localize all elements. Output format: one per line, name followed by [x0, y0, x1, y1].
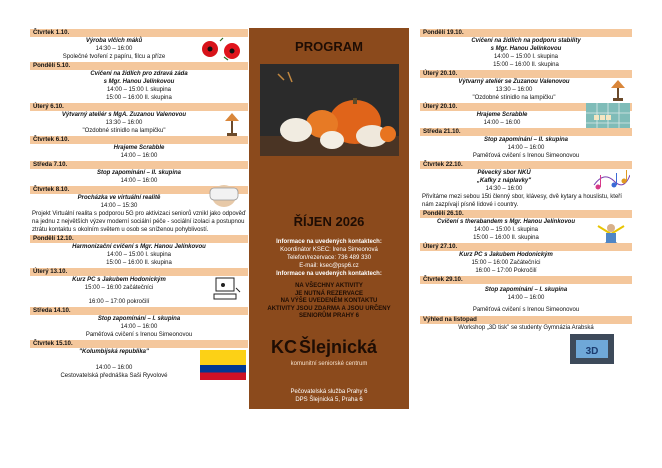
- info-footer: Informace na uvedených kontaktech:: [276, 271, 382, 277]
- event-day: Čtvrtek 8.10.: [30, 186, 248, 194]
- event-time: 14:00 – 15:00 I. skupina: [106, 87, 172, 93]
- event-26-oct: [420, 210, 632, 242]
- event-day: Čtvrtek 15.10.: [30, 340, 248, 348]
- event-time-2: 15:00 – 16:00 II. skupina: [106, 95, 172, 101]
- program-title: PROGRAM: [295, 39, 363, 54]
- event-title: Cvičení s therabandem s Mgr. Hanou Jelínkovou: [436, 219, 576, 225]
- event-time: 14:00 – 16:00: [120, 178, 158, 184]
- event-time: 13:30 – 16:00: [105, 120, 143, 126]
- event-title: Pěvecký sbor NKÚ: [477, 170, 531, 176]
- event-time-2: 16:00 – 17:00 pokročilí: [88, 299, 150, 305]
- event-20-oct-atelier: [420, 70, 632, 102]
- event-29-oct: [420, 276, 632, 314]
- event-title: Harmonizační cvičení s Mgr. Hanou Jelínkovou: [72, 244, 206, 250]
- logo-name: Šlejnická: [299, 337, 378, 357]
- event-title-2: s Mgr. Hanou Jelínkovou: [103, 79, 175, 85]
- event-day: Čtvrtek 29.10.: [420, 276, 632, 284]
- phone: Telefon/rezervace: 736 489 330: [286, 255, 372, 261]
- event-time: 15:00 – 16:00 Začátečníci: [471, 260, 541, 266]
- event-time: 14:00 – 16:00: [95, 365, 133, 371]
- event-day: Středa 14.10.: [30, 307, 248, 315]
- event-time: 14:00 – 16:00: [120, 153, 158, 159]
- event-day: Úterý 6.10.: [30, 103, 248, 111]
- event-15-oct: [30, 340, 248, 380]
- warn-line: SENIORŮM PRAHY 6: [299, 313, 359, 319]
- event-6-oct-atelier: [30, 103, 248, 135]
- event-title-2: s Mgr. Hanou Jelínkovou: [490, 46, 562, 52]
- event-8-oct: [30, 186, 248, 234]
- event-time: 13:30 – 16:00: [495, 87, 533, 93]
- svg-text:3D: 3D: [585, 346, 599, 357]
- event-12-oct: [30, 235, 248, 267]
- event-time-2: 15:00 – 16:00 II. skupina: [493, 62, 559, 68]
- event-day: Čtvrtek 22.10.: [420, 161, 632, 169]
- reservation-notice: [255, 283, 403, 321]
- 3d-printer-icon: [570, 334, 614, 364]
- event-title: Výtvarný ateliér s MgA. Zuzanou Valenovou: [61, 112, 187, 118]
- vr-headset-icon: [204, 180, 244, 208]
- event-time: 14:00 – 15:30: [100, 203, 138, 209]
- event-title: Stop zapomínání – II. skupina: [96, 170, 181, 176]
- email: E-mail: ksec@psp6.cz: [299, 263, 359, 269]
- event-time: 15:00 – 16:00 začátečníci: [84, 285, 154, 291]
- event-title: Stop zapomínání – II. skupina: [483, 137, 568, 143]
- event-title: Kurz PC s Jakubem Hodonickým: [459, 252, 553, 258]
- event-time: 14:00 – 15:00 I. skupina: [473, 227, 539, 233]
- event-time: 14:30 – 16:00: [485, 186, 523, 192]
- info-heading: Informace na uvedených kontaktech:: [276, 239, 382, 245]
- event-day: Pondělí 19.10.: [420, 29, 632, 37]
- event-title: Stop zapomínání – I. skupina: [97, 316, 181, 322]
- event-19-oct: [420, 29, 632, 69]
- event-27-oct: [420, 243, 632, 275]
- event-6-oct-scrabble: [30, 136, 248, 160]
- warn-line: JE NUTNÁ REZERVACE: [294, 290, 364, 297]
- center-panel: [249, 28, 409, 409]
- event-time: 14:00 – 15:00 I. skupina: [106, 252, 172, 258]
- address-line-2: DPS Šlejnická 5, Praha 6: [295, 397, 363, 403]
- event-1-oct: [30, 29, 248, 61]
- event-day: Středa 21.10.: [420, 128, 632, 136]
- month-title: ŘÍJEN 2026: [293, 214, 365, 229]
- logo-subtitle: komunitní seniorské centrum: [290, 361, 368, 367]
- event-title: Cvičení na židlích na podporu stability: [471, 38, 581, 44]
- event-title: "Kolumbijská republika": [79, 349, 149, 355]
- event-day: Úterý 27.10.: [420, 243, 632, 251]
- event-title: Výtvarný ateliér se Zuzanou Valenovou: [458, 79, 570, 85]
- event-22-oct: [420, 161, 632, 209]
- warn-line: AKTIVITY JSOU ZDARMA A JSOU URČENY: [267, 305, 391, 312]
- event-note: Cestovatelská přednáška Saši Ryvolové: [60, 373, 168, 379]
- coordinator: Koordinátor KSEC: Irena Simeonová: [280, 247, 378, 253]
- event-description: Projekt Virtuální realita s podporou 5G pro aktivizaci seniorů vznikl jako odpověď na jednu z největších výzev moderní sociální péče - sociální izolaci a postupnou ztrátu kontaktu s okolním světem u osob se sníženou pohyblivostí.: [32, 211, 246, 233]
- event-time-2: 15:00 – 16:00 II. skupina: [106, 260, 172, 266]
- event-13-oct: [30, 268, 248, 306]
- event-20-oct-scrabble: [420, 103, 632, 127]
- event-note: Paměťová cvičení s Irenou Simeonovou: [472, 307, 580, 313]
- event-day: Úterý 20.10.: [420, 70, 632, 78]
- event-note: Paměťová cvičení s Irenou Simeonovou: [472, 153, 580, 159]
- event-title: Cvičení na židlích pro zdravá záda: [90, 71, 188, 77]
- event-title: Výroba vlčích máků: [85, 38, 143, 44]
- event-day: Čtvrtek 6.10.: [30, 136, 248, 144]
- event-day: Čtvrtek 1.10.: [30, 29, 248, 37]
- event-time: 14:00 – 15:00 I. skupina: [493, 54, 559, 60]
- left-column: [30, 28, 248, 380]
- warn-line: NA VÝŠE UVEDENÉM KONTAKTU: [280, 298, 378, 304]
- event-title: Kurz PC s Jakubem Hodonickým: [72, 277, 166, 283]
- event-time: 14:00 – 16:00: [120, 324, 158, 330]
- event-note: "Ozdobné stínidlo na lampičku": [472, 95, 556, 101]
- contact-info: [255, 238, 403, 278]
- event-title-2: „Kafky z náplavky": [476, 178, 532, 184]
- event-day: Pondělí 12.10.: [30, 235, 248, 243]
- event-note: Společné tvoření z papíru, filcu a příze: [62, 54, 166, 60]
- event-time: 14:00 – 16:00: [507, 295, 545, 301]
- event-title: Procházka ve virtuální realitě: [77, 195, 161, 201]
- music-notes-icon: [590, 167, 630, 193]
- event-note: "Ozdobné stínidlo na lampičku": [82, 128, 166, 134]
- event-21-oct: [420, 128, 632, 160]
- event-note: Paměťová cvičení s Irenou Simeonovou: [85, 332, 193, 338]
- right-column: [420, 28, 632, 364]
- event-time: 14:00 – 16:00: [507, 145, 545, 151]
- lamp-icon: [608, 78, 628, 102]
- event-day: Pondělí 26.10.: [420, 210, 632, 218]
- pumpkins-photo: [260, 64, 399, 156]
- address: [249, 388, 409, 404]
- event-day: Úterý 13.10.: [30, 268, 248, 276]
- event-14-oct: [30, 307, 248, 339]
- poppy-flowers-icon: [198, 37, 246, 61]
- event-day: Středa 7.10.: [30, 161, 248, 169]
- event-day: Výhled na listopad: [420, 316, 632, 324]
- ksec-logo: [249, 333, 409, 381]
- computer-icon: [212, 276, 242, 302]
- logo-mark: KC: [271, 337, 297, 357]
- warn-line: NA VŠECHNY AKTIVITY: [295, 283, 363, 289]
- event-day: Pondělí 5.10.: [30, 62, 248, 70]
- event-time: 14:00 – 16:00: [483, 120, 521, 126]
- event-5-oct: [30, 62, 248, 102]
- event-time: 14:30 – 16:00: [95, 46, 133, 52]
- event-day: Úterý 20.10.: [420, 103, 632, 111]
- event-title: Stop zapomínání – I. skupina: [484, 287, 568, 293]
- event-time-2: 15:00 – 16:00 II. skupina: [473, 235, 539, 241]
- event-title: Hrajeme Scrabble: [476, 112, 528, 118]
- event-title: Hrajeme Scrabble: [113, 145, 165, 151]
- outlook-november: [420, 316, 632, 364]
- address-line-1: Pečovatelská služba Prahy 6: [290, 389, 368, 395]
- lamp-icon: [222, 111, 242, 137]
- event-description: Přivítáme mezi sebou 15ti členný sbor, klávesy, dvě kytary a houslistu, kteří nám zazpívají písně lidové i country.: [422, 194, 622, 208]
- colombia-flag-icon: [200, 350, 246, 380]
- event-time-2: 16:00 – 17:00 Pokročilí: [475, 268, 537, 274]
- pumpkins-image: [260, 64, 399, 156]
- event-note: Workshop „3D tisk" se studenty Gymnázia Arabská: [458, 325, 594, 331]
